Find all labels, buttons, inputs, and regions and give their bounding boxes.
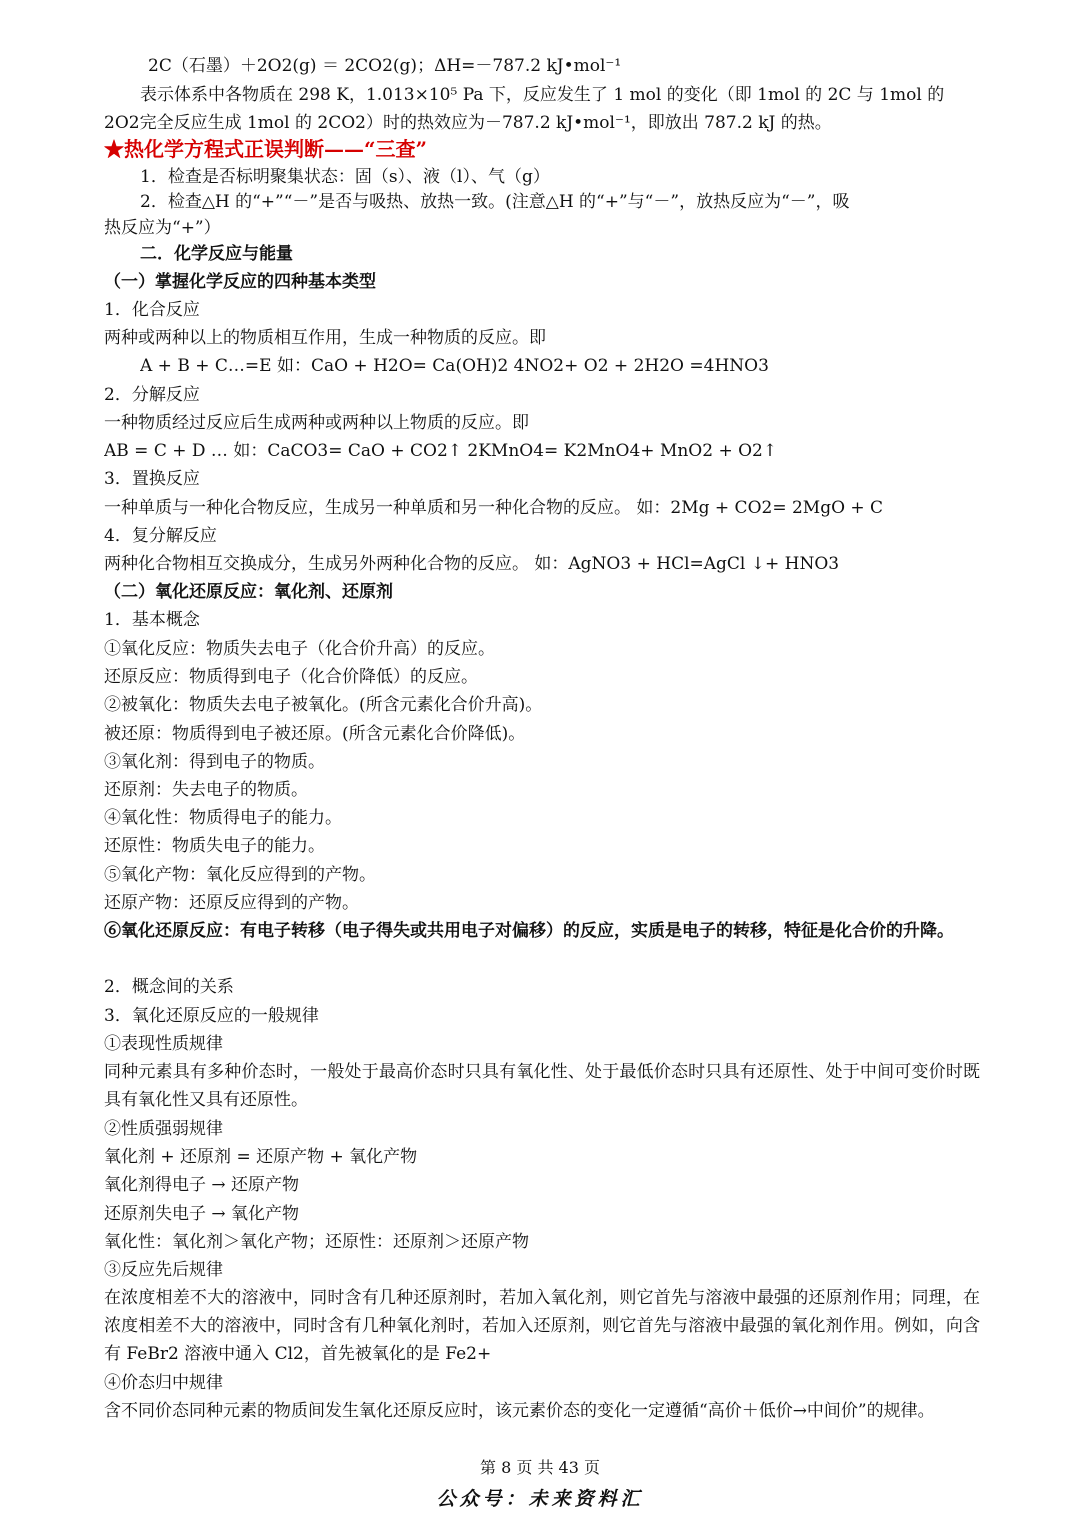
type-1-desc: 两种或两种以上的物质相互作用，生成一种物质的反应。即	[104, 328, 546, 348]
concept-d: 被还原：物质得到电子被还原。(所含元素化合价降低)。	[104, 724, 526, 744]
page-number: 第 8 页 共 43 页	[480, 1458, 600, 1477]
type-2-title: 2．分解反应	[104, 385, 200, 405]
rule-2-d: 氧化性：氧化剂＞氧化产物；还原性：还原剂＞还原产物	[104, 1232, 529, 1252]
rule-4-desc: 含不同价态同种元素的物质间发生氧化还原反应时，该元素价态的变化一定遵循“高价＋低价→中间价”的规律。	[104, 1401, 935, 1421]
type-2-equation: AB = C + D … 如：CaCO3= CaO + CO2↑ 2KMnO4= K2MnO4+ MnO2 + O2↑	[104, 441, 778, 461]
concept-e: ③氧化剂：得到电子的物质。	[104, 752, 325, 772]
type-2-desc: 一种物质经过反应后生成两种或两种以上物质的反应。即	[104, 413, 529, 433]
type-3-desc: 一种单质与一种化合物反应，生成另一种单质和另一种化合物的反应。 如：2Mg + CO2= 2MgO + C	[104, 498, 884, 518]
rule-2-a: 氧化剂 + 还原剂 = 还原产物 + 氧化产物	[104, 1147, 418, 1167]
rule-1-desc: 同种元素具有多种价态时，一般处于最高价态时只具有氧化性、处于最低价态时只具有还原性、处于中间可变价时既具有氧化性又具有还原性。	[104, 1062, 980, 1110]
type-1-title: 1．化合反应	[104, 300, 200, 320]
rules-title: 3．氧化还原反应的一般规律	[104, 1006, 319, 1026]
type-1-equation: A + B + C…=E 如：CaO + H2O= Ca(OH)2 4NO2+ O2 + 2H2O =4HNO3	[140, 356, 769, 376]
check-2b: 热反应为“+”）	[104, 218, 221, 238]
concept-title: 1．基本概念	[104, 610, 200, 630]
concept-j: 还原产物：还原反应得到的产物。	[104, 893, 359, 913]
type-3-title: 3．置换反应	[104, 469, 200, 489]
section-heading-2: 二．化学反应与能量	[140, 244, 293, 264]
subsection-2: （二）氧化还原反应：氧化剂、还原剂	[104, 582, 393, 602]
brand-footer: 公众号：未来资料汇	[436, 1488, 644, 1510]
concept-c: ②被氧化：物质失去电子被氧化。(所含元素化合价升高)。	[104, 695, 543, 715]
relation-title: 2．概念间的关系	[104, 977, 234, 997]
explanation-line-2: 2O2完全反应生成 1mol 的 2CO2）时的热效应为－787.2 kJ•mol⁻¹，即放出 787.2 kJ 的热。	[104, 113, 832, 133]
concept-f: 还原剂：失去电子的物质。	[104, 780, 308, 800]
concept-i: ⑤氧化产物：氧化反应得到的产物。	[104, 865, 376, 885]
explanation-line-1: 表示体系中各物质在 298 K，1.013×10⁵ Pa 下，反应发生了 1 mol 的变化（即 1mol 的 2C 与 1mol 的	[140, 85, 945, 105]
rule-3-desc: 在浓度相差不大的溶液中，同时含有几种还原剂时，若加入氧化剂，则它首先与溶液中最强的还原剂作用；同理，在浓度相差不大的溶液中，同时含有几种氧化剂时，若加入还原剂，则它首先与溶液中最强的氧化剂作用。例如，向含有 FeBr2 溶液中通入 Cl2，首先被氧化的是 Fe2+	[104, 1288, 980, 1364]
concept-g: ④氧化性：物质得电子的能力。	[104, 808, 342, 828]
rule-4-title: ④价态归中规律	[104, 1373, 223, 1393]
concept-a: ①氧化反应：物质失去电子（化合价升高）的反应。	[104, 639, 495, 659]
rule-2-c: 还原剂失电子 → 氧化产物	[104, 1204, 300, 1224]
type-4-desc: 两种化合物相互交换成分，生成另外两种化合物的反应。 如：AgNO3 + HCl=AgCl ↓+ HNO3	[104, 554, 840, 574]
red-heading: ★热化学方程式正误判断——“三查”	[104, 137, 428, 161]
check-2a: 2．检查△H 的“+”“－”是否与吸热、放热一致。(注意△H 的“+”与“－”，放热反应为“－”，吸	[140, 192, 850, 212]
rule-2-title: ②性质强弱规律	[104, 1119, 223, 1139]
rule-3-title: ③反应先后规律	[104, 1260, 223, 1280]
check-1: 1．检查是否标明聚集状态：固（s）、液（l）、气（g）	[140, 167, 550, 187]
type-4-title: 4．复分解反应	[104, 526, 217, 546]
rule-1-title: ①表现性质规律	[104, 1034, 223, 1054]
rule-2-b: 氧化剂得电子 → 还原产物	[104, 1175, 300, 1195]
subsection-1: （一）掌握化学反应的四种基本类型	[104, 272, 376, 292]
concept-b: 还原反应：物质得到电子（化合价降低）的反应。	[104, 667, 478, 687]
equation-line: 2C（石墨）＋2O2(g) ＝ 2CO2(g)；ΔH=－787.2 kJ•mol⁻¹	[148, 56, 622, 76]
concept-h: 还原性：物质失电子的能力。	[104, 836, 325, 856]
concept-k: ⑥氧化还原反应：有电子转移（电子得失或共用电子对偏移）的反应，实质是电子的转移，特征是化合价的升降。	[104, 921, 954, 941]
